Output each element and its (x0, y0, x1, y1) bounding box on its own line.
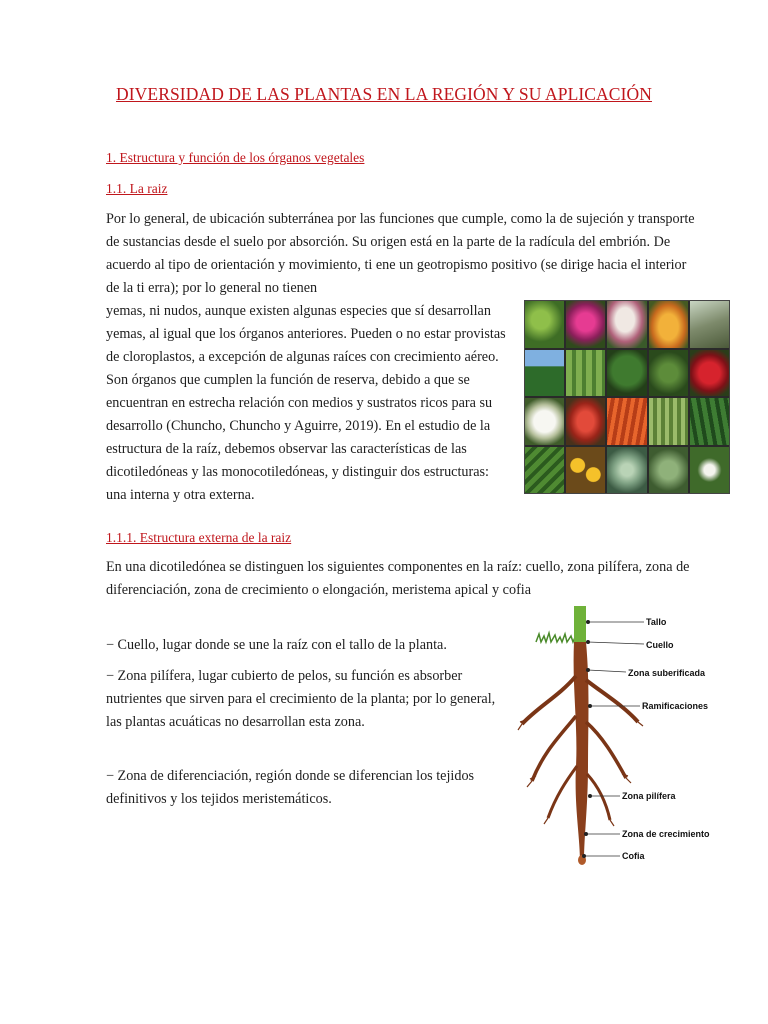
label-tallo: Tallo (646, 617, 667, 627)
label-cuello: Cuello (646, 640, 674, 650)
collage-tile (525, 350, 564, 397)
collage-tile (525, 301, 564, 348)
paragraph-root-details: yemas, ni nudos, aunque existen algunas especies que sí desarrollan yemas, al igual que los órganos anteriores. Pueden o no estar provistas de cloroplastos, a excepción de algunas raíces con crecimiento aéreo. Son órganos que cumplen la función de reserva, debido a que se encuentran en estrecha relación con medios y sustratos ricos para su desarrollo (Chuncho, Chuncho y Aguirre, 2019). En el estudio de la estructura de la raíz, debemos observar las características de las dicotiledóneas y las monocotiledóneas, y distinguir dos estructuras: una interna y otra externa. (106, 303, 506, 503)
collage-tile (566, 447, 605, 494)
collage-tile (649, 350, 688, 397)
collage-tile (525, 447, 564, 494)
collage-tile (607, 398, 646, 445)
label-zona-pilifera: Zona pilífera (622, 791, 676, 801)
collage-tile (566, 350, 605, 397)
collage-tile (649, 398, 688, 445)
collage-tile (607, 447, 646, 494)
collage-tile (649, 301, 688, 348)
collage-tile (607, 301, 646, 348)
collage-tile (525, 398, 564, 445)
label-ramificaciones: Ramificaciones (642, 701, 709, 711)
paragraph-root-intro: Por lo general, de ubicación subterránea por las funciones que cumple, como la de sujeción y transporte de sustancias desde el suelo por absorción. Su origen está en la parte de la radícula del embrión. De acuerdo al tipo de orientación y movimiento, ti ene un geotropismo positivo (se dirige hacia el interior de la ti erra); por lo general no tienen (106, 211, 695, 296)
bullet-zona-diferenciacion: − Zona de diferenciación, región donde se diferencian los tejidos definitivos y los tejidos meristemáticos. (106, 768, 475, 807)
section-heading-external-structure: 1.1.1. Estructura externa de la raiz (106, 530, 292, 545)
section-heading-root: 1.1. La raiz (106, 181, 168, 196)
paragraph-dicot-components: En una dicotiledónea se distinguen los siguientes componentes en la raíz: cuello, zona pilífera, zona de diferenciación, zona de crecimiento o elongación, meristema apical y cofia (106, 559, 690, 598)
collage-tile (607, 350, 646, 397)
label-cofia: Cofia (622, 851, 645, 861)
label-zona-suberificada: Zona suberificada (628, 668, 706, 678)
plant-diversity-collage (524, 300, 730, 494)
bullet-zona-pilifera: − Zona pilífera, lugar cubierto de pelos, su función es absorber nutrientes que sirven para el crecimiento de la planta; por lo general, las plantas acuáticas no desarrollan esta zona. (106, 668, 496, 730)
collage-tile (649, 447, 688, 494)
bullet-cuello: − Cuello, lugar donde se une la raíz con el tallo de la planta. (106, 637, 447, 653)
collage-tile (690, 398, 729, 445)
section-heading-organs: 1. Estructura y función de los órganos vegetales (106, 150, 365, 165)
collage-tile (566, 301, 605, 348)
collage-tile (690, 350, 729, 397)
collage-tile (690, 447, 729, 494)
collage-tile (690, 301, 729, 348)
label-zona-crecimiento: Zona de crecimiento (622, 829, 710, 839)
collage-tile (566, 398, 605, 445)
root-structure-diagram (514, 606, 728, 866)
page-title: DIVERSIDAD DE LAS PLANTAS EN LA REGIÓN Y SU APLICACIÓN (116, 84, 652, 104)
